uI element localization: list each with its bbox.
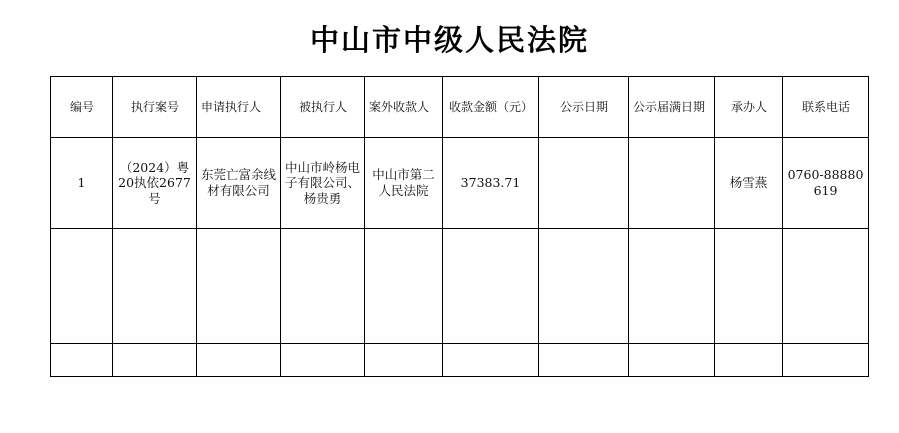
cell-amount: 37383.71 bbox=[443, 138, 539, 229]
table-body bbox=[51, 138, 869, 377]
cell-amount bbox=[443, 344, 539, 377]
table-header-row bbox=[51, 77, 869, 138]
cell-payee bbox=[365, 229, 443, 344]
cell-payee: 中山市第二人民法院 bbox=[365, 138, 443, 229]
cell-no bbox=[51, 229, 113, 344]
column-header-publish-date: 公示日期 bbox=[539, 77, 629, 138]
column-header-case-number: 执行案号 bbox=[113, 77, 197, 138]
case-table-container bbox=[50, 76, 864, 377]
column-header-payee: 案外收款人 bbox=[365, 77, 443, 138]
cell-case-number bbox=[113, 344, 197, 377]
cell-respondent: 中山市岭杨电子有限公司、杨贵勇 bbox=[281, 138, 365, 229]
column-header-phone: 联系电话 bbox=[783, 77, 869, 138]
cell-applicant bbox=[197, 344, 281, 377]
cell-expire-date bbox=[629, 229, 715, 344]
column-header-respondent: 被执行人 bbox=[281, 77, 365, 138]
cell-phone: 0760-88880619 bbox=[783, 138, 869, 229]
cell-case-number bbox=[113, 229, 197, 344]
cell-expire-date bbox=[629, 138, 715, 229]
cell-payee bbox=[365, 344, 443, 377]
cell-amount bbox=[443, 229, 539, 344]
column-header-amount: 收款金额（元） bbox=[443, 77, 539, 138]
table-row bbox=[51, 229, 869, 344]
cell-publish-date bbox=[539, 229, 629, 344]
cell-phone bbox=[783, 229, 869, 344]
cell-handler bbox=[715, 229, 783, 344]
cell-handler bbox=[715, 344, 783, 377]
cell-phone bbox=[783, 344, 869, 377]
cell-respondent bbox=[281, 344, 365, 377]
cell-applicant: 东莞亡富余线材有限公司 bbox=[197, 138, 281, 229]
cell-no: 1 bbox=[51, 138, 113, 229]
column-header-no: 编号 bbox=[51, 77, 113, 138]
column-header-handler: 承办人 bbox=[715, 77, 783, 138]
cell-expire-date bbox=[629, 344, 715, 377]
cell-publish-date bbox=[539, 344, 629, 377]
cell-applicant bbox=[197, 229, 281, 344]
cell-case-number: （2024）粤20执依2677号 bbox=[113, 138, 197, 229]
page-title: 中山市中级人民法院 bbox=[309, 23, 589, 57]
table-row bbox=[51, 138, 869, 229]
case-table bbox=[50, 76, 869, 377]
cell-publish-date bbox=[539, 138, 629, 229]
column-header-applicant: 申请执行人 bbox=[197, 77, 281, 138]
table-row bbox=[51, 344, 869, 377]
cell-respondent bbox=[281, 229, 365, 344]
cell-no bbox=[51, 344, 113, 377]
cell-handler: 杨雪燕 bbox=[715, 138, 783, 229]
column-header-expire-date: 公示届满日期 bbox=[629, 77, 715, 138]
